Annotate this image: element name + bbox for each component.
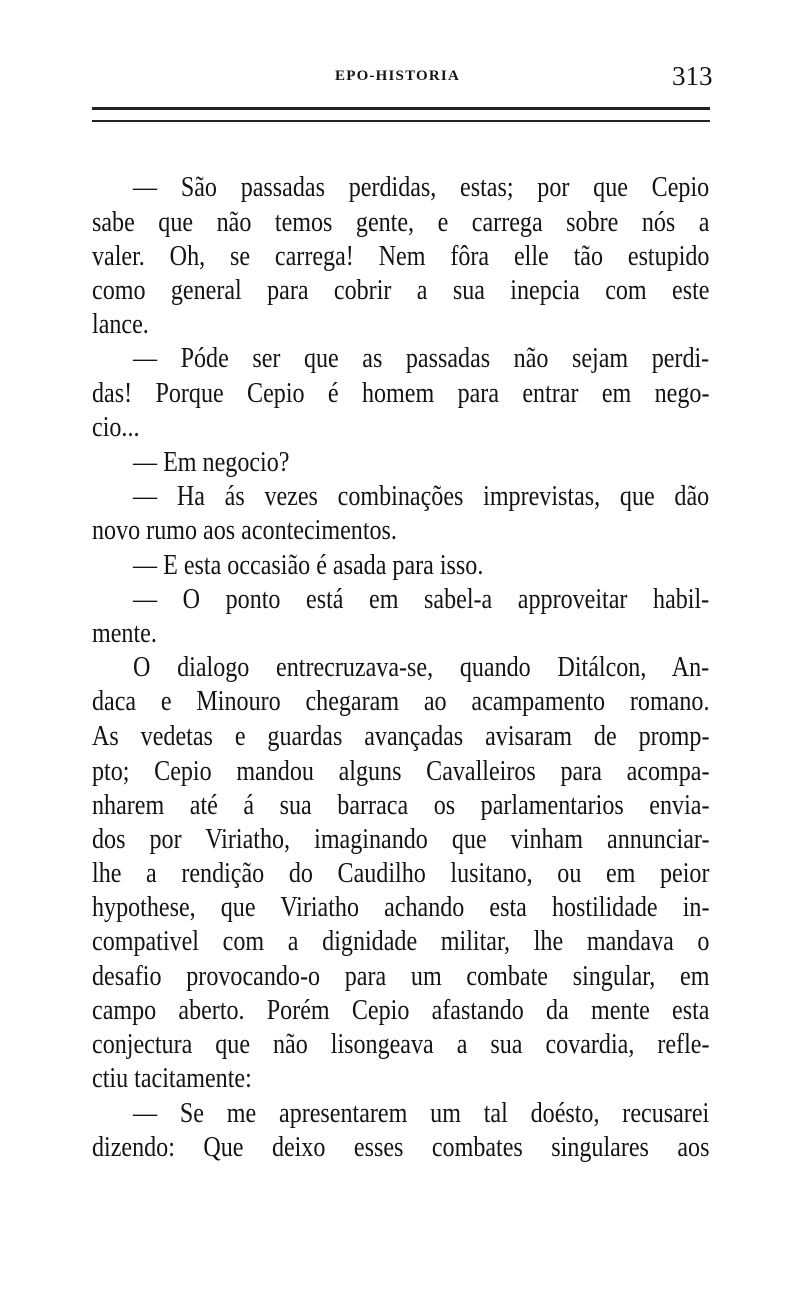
text-line: — Ha ás vezes combinações imprevistas, que dão (133, 481, 710, 512)
text-line: O dialogo entrecruzava-se, quando Ditálcon, An- (133, 652, 710, 683)
text-line: novo rumo aos acontecimentos. (92, 515, 397, 546)
text-line: — Em negocio? (133, 447, 290, 478)
text-line: — São passadas perdidas, estas; por que Cepio (133, 172, 710, 203)
text-line: dizendo: Que deixo esses combates singulares aos (92, 1132, 710, 1163)
text-line: compativel com a dignidade militar, lhe mandava o (92, 926, 710, 957)
text-line: — Póde ser que as passadas não sejam perdi- (133, 343, 710, 374)
text-line: lance. (92, 309, 149, 340)
text-line: — E esta occasião é asada para isso. (133, 550, 484, 581)
text-line: dos por Viriatho, imaginando que vinham annunciar- (92, 824, 710, 855)
text-line: lhe a rendição do Caudilho lusitano, ou em peior (92, 858, 710, 889)
text-line: sabe que não temos gente, e carrega sobre nós a (92, 207, 710, 238)
text-line: hypothese, que Viriatho achando esta hostilidade in- (92, 892, 710, 923)
text-line: conjectura que não lisongeava a sua covardia, refle- (92, 1029, 710, 1060)
text-line: As vedetas e guardas avançadas avisaram de promp- (92, 721, 710, 752)
running-title: EPO-HISTORIA (335, 68, 460, 84)
text-line: pto; Cepio mandou alguns Cavalleiros para acompa- (92, 756, 710, 787)
text-line: mente. (92, 618, 157, 649)
text-line: nharem até á sua barraca os parlamentarios envia- (92, 790, 710, 821)
text-line: valer. Oh, se carrega! Nem fôra elle tão estupido (92, 241, 710, 272)
text-line: das! Porque Cepio é homem para entrar em nego- (92, 378, 710, 409)
text-line: campo aberto. Porém Cepio afastando da mente esta (92, 995, 710, 1026)
text-line: como general para cobrir a sua inepcia com este (92, 275, 710, 306)
page-number: 313 (672, 61, 713, 91)
text-line: desafio provocando-o para um combate singular, em (92, 961, 710, 992)
text-line: ctiu tacitamente: (92, 1063, 252, 1094)
text-line: daca e Minouro chegaram ao acampamento romano. (92, 686, 710, 717)
text-line: — Se me apresentarem um tal doésto, recusarei (133, 1098, 710, 1129)
text-line: — O ponto está em sabel-a approveitar habil- (133, 584, 710, 615)
text-line: cio... (92, 412, 140, 443)
